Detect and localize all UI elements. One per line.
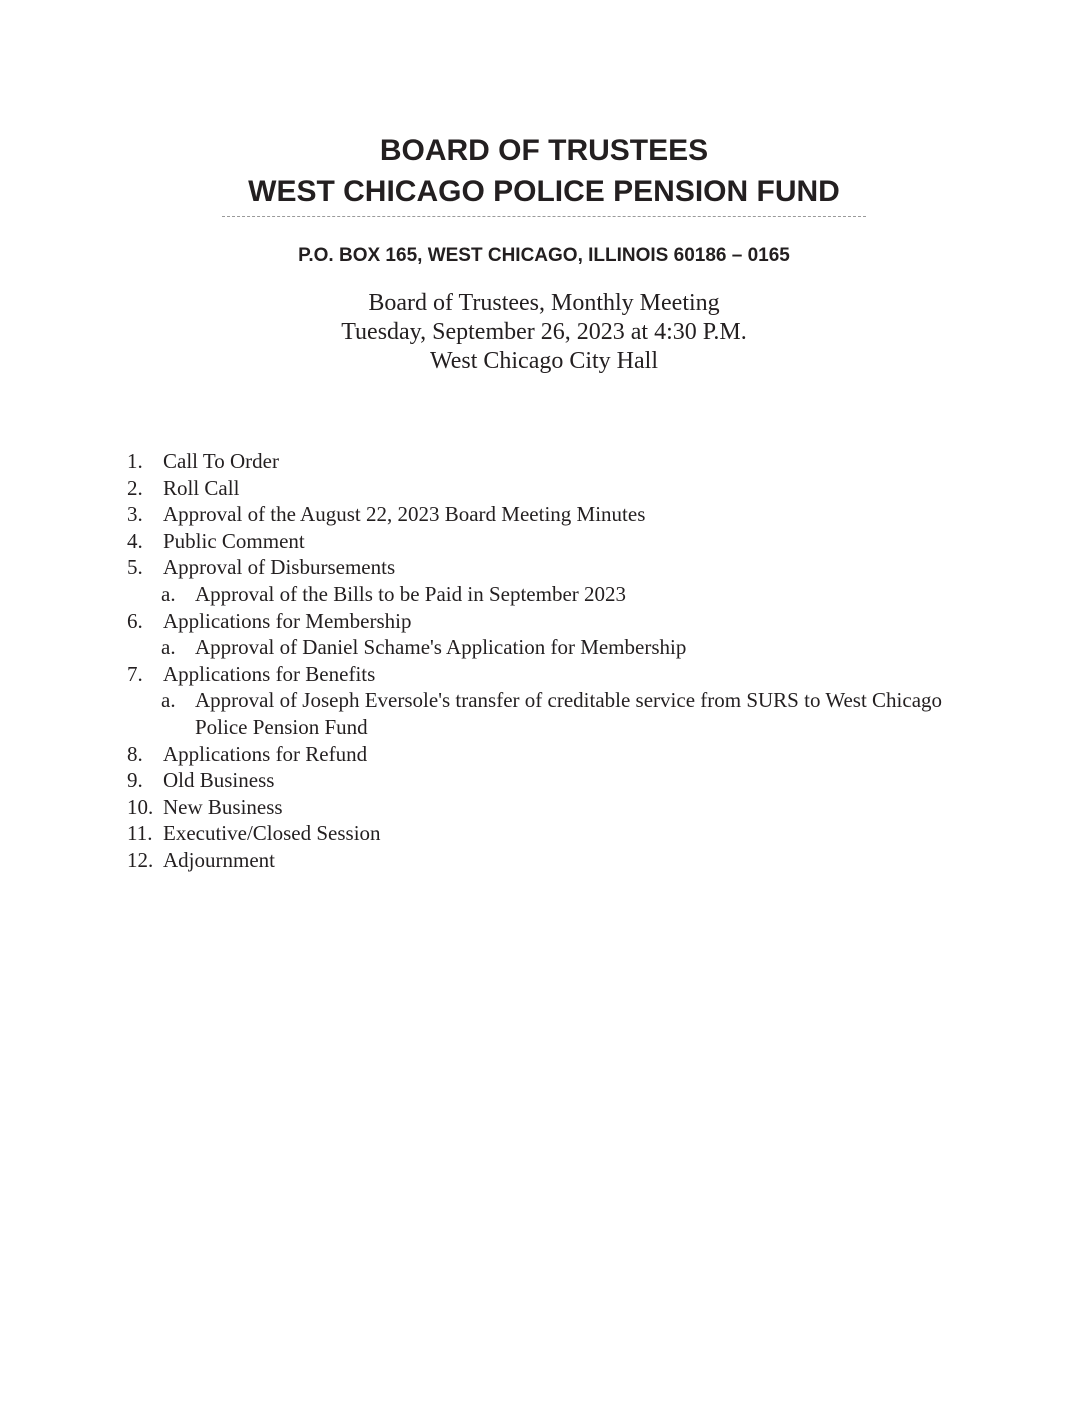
agenda-item-number: 2. <box>127 475 143 500</box>
agenda-item-text: New Business <box>163 794 283 819</box>
agenda-item <box>0 847 1088 874</box>
mailing-address: P.O. BOX 165, WEST CHICAGO, ILLINOIS 60186 – 0165 <box>298 245 790 266</box>
agenda-item <box>0 608 1088 635</box>
agenda-item <box>0 554 1088 581</box>
agenda-item-text: Call To Order <box>163 449 279 473</box>
agenda-item <box>0 501 1088 528</box>
agenda-item <box>0 528 1088 555</box>
agenda-item-text: Public Comment <box>163 528 305 553</box>
agenda-list <box>0 448 1088 874</box>
agenda-item <box>0 448 1088 475</box>
title-line-1: BOARD OF TRUSTEES <box>379 134 709 167</box>
agenda-item <box>0 741 1088 768</box>
agenda-subitem <box>0 687 1088 740</box>
agenda-item-number: 1. <box>127 449 143 473</box>
document-title <box>0 130 1088 212</box>
meeting-location: West Chicago City Hall <box>429 348 659 374</box>
agenda-item-number: 4. <box>127 528 143 553</box>
agenda-subitem-text: Approval of the Bills to be Paid in September 2023 <box>195 581 627 606</box>
agenda-item-text: Adjournment <box>163 847 275 872</box>
agenda-item-text: Approval of the August 22, 2023 Board Meeting Minutes <box>163 502 646 527</box>
agenda-subitem-letter: a. <box>161 581 176 606</box>
agenda-item-number: 8. <box>127 741 143 766</box>
agenda-item-text: Old Business <box>163 768 275 793</box>
agenda-item <box>0 661 1088 688</box>
agenda-item-number: 11. <box>127 821 153 846</box>
agenda-item <box>0 767 1088 794</box>
agenda-subitem <box>0 634 1088 661</box>
agenda-item-number: 9. <box>127 768 143 793</box>
agenda-item-number: 10. <box>127 794 154 819</box>
agenda-item-text: Applications for Refund <box>163 741 368 766</box>
agenda-item-number: 12. <box>127 847 154 872</box>
agenda-item-number: 7. <box>127 661 143 686</box>
agenda-item-text: Applications for Benefits <box>163 661 376 686</box>
agenda-subitem-text: Approval of Joseph Eversole's transfer of creditable service from SURS to West Chicago Police Pension Fund <box>195 688 943 739</box>
agenda-item <box>0 475 1088 502</box>
meeting-datetime: Tuesday, September 26, 2023 at 4:30 P.M. <box>341 319 747 345</box>
title-divider <box>222 216 866 217</box>
agenda-item-text: Executive/Closed Session <box>163 821 381 846</box>
agenda-item-number: 3. <box>127 502 143 527</box>
agenda-subitem-letter: a. <box>161 688 176 713</box>
agenda-item-text: Applications for Membership <box>163 608 412 633</box>
meeting-info <box>0 289 1088 376</box>
title-line-2: WEST CHICAGO POLICE PENSION FUND <box>248 175 840 208</box>
agenda-subitem <box>0 581 1088 608</box>
agenda-item-text: Roll Call <box>163 475 240 500</box>
agenda-item <box>0 820 1088 847</box>
agenda-subitem-letter: a. <box>161 635 176 660</box>
agenda-item-number: 5. <box>127 555 143 580</box>
agenda-subitem-text: Approval of Daniel Schame's Application for Membership <box>195 635 687 660</box>
agenda-item <box>0 794 1088 821</box>
agenda-item-number: 6. <box>127 608 143 633</box>
agenda-item-text: Approval of Disbursements <box>163 555 396 580</box>
meeting-name: Board of Trustees, Monthly Meeting <box>368 290 720 316</box>
